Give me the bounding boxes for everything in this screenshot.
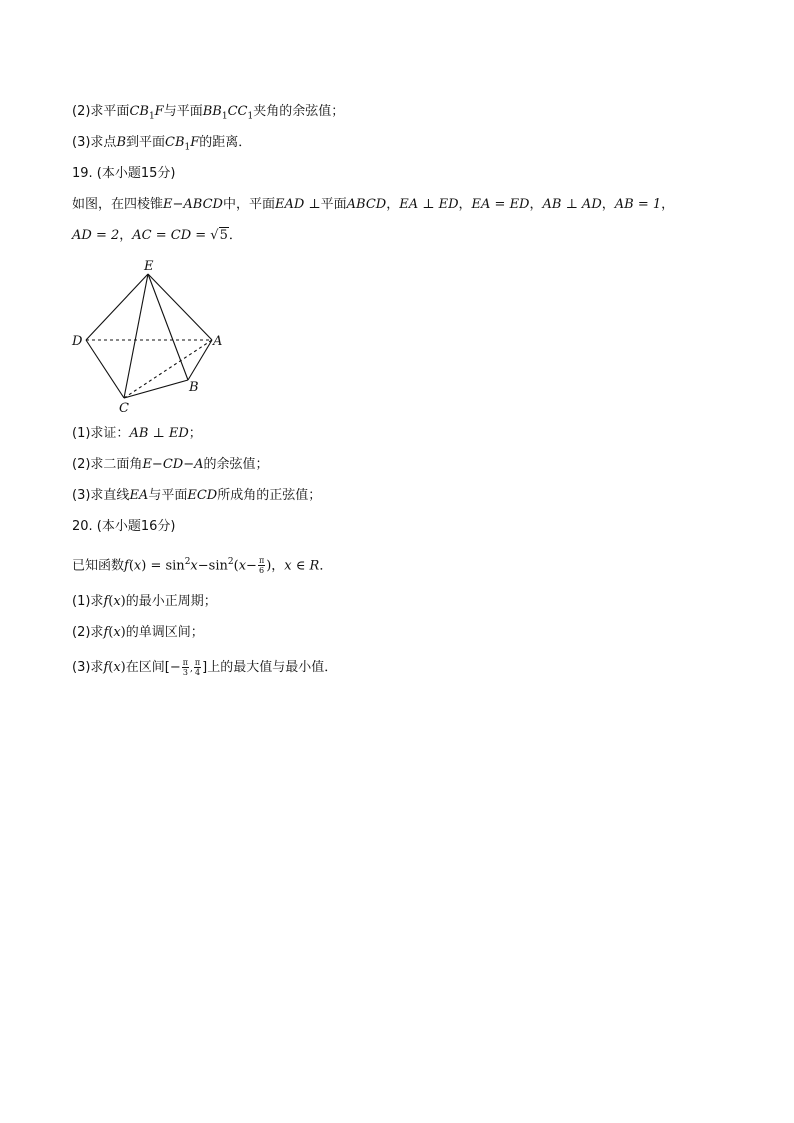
edge-EA: [148, 274, 212, 340]
part-number: (1): [72, 426, 91, 441]
part-number: (2): [72, 457, 91, 472]
radicand: 5: [219, 228, 228, 243]
sqrt-symbol: √: [210, 228, 219, 243]
q20-part3: (3)求f(x)在区间[− $\frac{\pi}{3}$ , $\frac{\pi}{4}$ ]上的最大值与最小值．: [72, 658, 338, 677]
q19-stem-line2: AD = 2，AC = CD = √5．: [72, 228, 242, 243]
edge-CB: [124, 380, 188, 398]
q19-part1: (1)求证：AB ⊥ ED；: [72, 426, 202, 441]
part-number: (2): [72, 625, 91, 640]
q20-stem: 已知函数$f(x) = \sin^2x-\sin^2(x-$ $\frac{\pi}{6}$ )，x ∈ R．: [72, 556, 333, 576]
edge-ED: [86, 274, 148, 340]
edge-EC: [124, 274, 148, 398]
label-E: E: [144, 259, 154, 274]
edge-BA: [188, 340, 212, 380]
q19-part2: (2)求二面角E−CD−A的余弦值；: [72, 457, 269, 472]
q20-header: 20. (本小题16分): [72, 519, 176, 534]
q18-part3: (3)求点B到平面$CB_1F$的距离．: [72, 135, 252, 153]
edge-EB: [148, 274, 188, 380]
q20-part2: (2)求f(x)的单调区间；: [72, 625, 204, 640]
part-number: (3): [72, 488, 91, 503]
q20-part1: (1)求f(x)的最小正周期；: [72, 594, 217, 609]
part-number: (2): [72, 104, 91, 119]
fraction-pi-over-3: $\frac{\pi}{3}$: [182, 658, 188, 677]
label-D: D: [72, 334, 83, 349]
fraction-pi-over-6: $\frac{\pi}{6}$: [258, 556, 265, 576]
label-C: C: [119, 401, 129, 416]
q19-header: 19. (本小题15分): [72, 166, 176, 181]
label-B: B: [189, 380, 199, 395]
fraction-pi-over-4: $\frac{\pi}{4}$: [194, 658, 201, 677]
pyramid-figure: [66, 256, 236, 416]
part-number: (1): [72, 594, 91, 609]
label-A: A: [213, 334, 223, 349]
q19-stem-line1: 如图，在四棱锥E−ABCD中，平面EAD ⊥平面ABCD，EA ⊥ ED，EA = ED，AB ⊥ AD，AB = 1，: [72, 197, 675, 212]
q18-part2: (2)求平面$CB_1F$与平面$BB_1CC_1$夹角的余弦值；: [72, 104, 345, 122]
part-number: (3): [72, 135, 91, 150]
edge-CA-hidden: [124, 340, 212, 398]
q19-part3: (3)求直线EA与平面ECD所成角的正弦值；: [72, 488, 322, 503]
edge-DC: [86, 340, 124, 398]
part-number: (3): [72, 660, 91, 675]
